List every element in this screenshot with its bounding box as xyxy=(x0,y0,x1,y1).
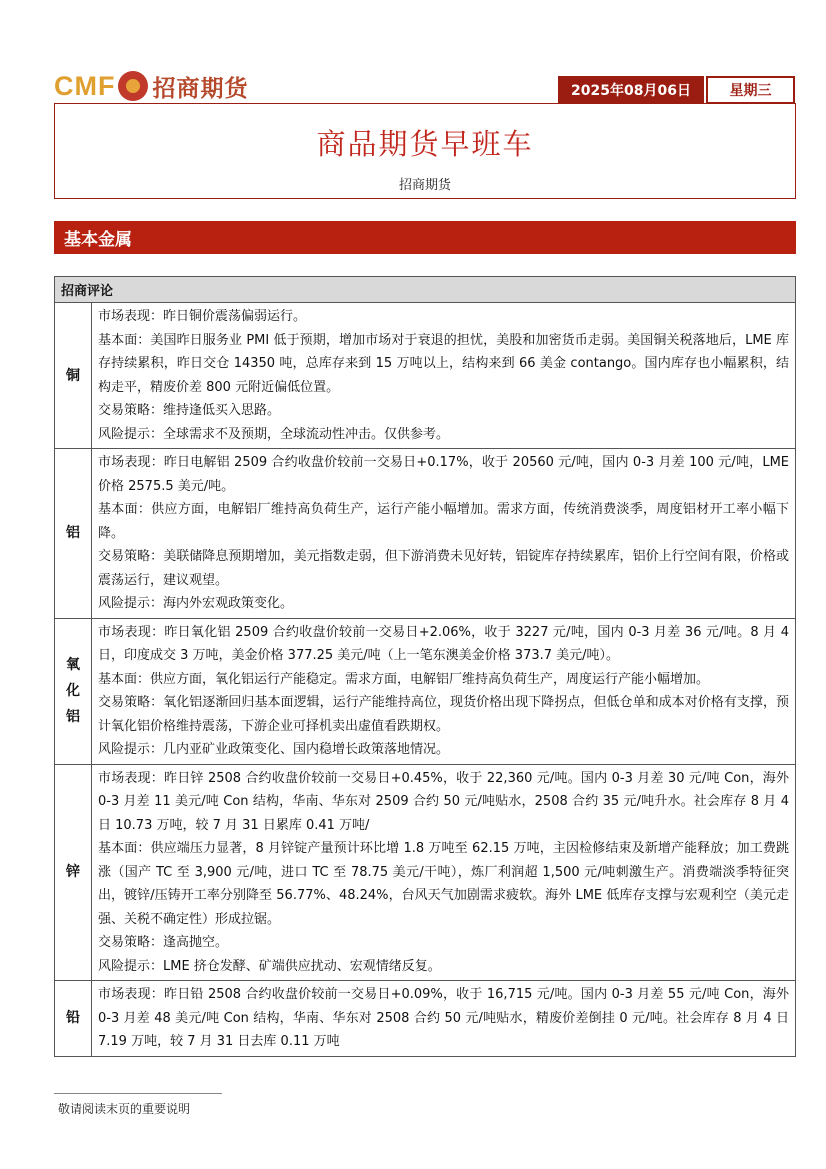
footer-note: 敬请阅读末页的重要说明 xyxy=(58,1102,191,1116)
comment-line: 基本面：供应端压力显著，8 月锌锭产量预计环比增 1.8 万吨至 62.15 万吨，主因检修结束及新增产能释放；加工费跳涨（国产 TC 至 3,900 元/吨，进口 TC 至 78.75 美元/干吨），炼厂利润超 1,500 元/吨刺激生产。消费端淡季特征突出，镀锌/压铸开工率分别降至 56.77%、48.24%，台风天气加剧需求疲软。海外 LME 低库存支撑与宏观利空（美元走强、关税不确定性）形成拉锯。 xyxy=(98,841,789,927)
section-title: 基本金属 xyxy=(54,221,796,254)
metal-label-vertical: 氧化铝 xyxy=(66,657,80,725)
metal-label: 铝 xyxy=(55,449,92,619)
table-header-row xyxy=(55,277,796,303)
comment-line: 风险提示：LME 挤仓发酵、矿端供应扰动、宏观情绪反复。 xyxy=(98,958,441,974)
table-header: 招商评论 xyxy=(55,277,796,303)
table-row-zinc xyxy=(55,764,796,981)
company-logo xyxy=(54,68,248,104)
table-row-lead xyxy=(55,981,796,1057)
logo-emblem-icon xyxy=(118,71,148,101)
comment-line: 基本面：美国昨日服务业 PMI 低于预期，增加市场对于衰退的担忧，美股和加密货币走弱。美国铜关税落地后，LME 库存持续累积，昨日交仓 14350 吨，总库存来到 15 万吨以上，结构来到 66 美金 contango。国内库存也小幅累积，结构走平，精废价差 800 元附近偏低位置。 xyxy=(98,332,789,395)
metal-comment xyxy=(92,303,796,449)
metal-comment xyxy=(92,981,796,1057)
date-badge xyxy=(558,76,704,104)
logo-cmf-text: CMF xyxy=(54,70,116,101)
comment-line: 市场表现：昨日铜价震荡偏弱运行。 xyxy=(98,309,307,324)
comment-line: 交易策略：美联储降息预期增加，美元指数走弱，但下游消费未见好转，铝锭库存持续累库，铝价上行空间有限，价格或震荡运行，建议观望。 xyxy=(98,549,789,588)
comment-line: 市场表现：昨日锌 2508 合约收盘价较前一交易日+0.45%，收于 22,360 元/吨。国内 0-3 月差 30 元/吨 Con，海外 0-3 月差 11 美元/吨 Con 结构，华南、华东对 2509 合约 50 元/吨贴水，2508 合约 35 元/吨升水。社会库存 8 月 4 日 10.73 万吨，较 7 月 31 日累库 0.41 万吨/ xyxy=(98,770,789,833)
footer-divider xyxy=(54,1093,222,1094)
table-row-alumina xyxy=(55,618,796,764)
comment-line: 风险提示：海内外宏观政策变化。 xyxy=(98,596,294,611)
comment-line: 市场表现：昨日铅 2508 合约收盘价较前一交易日+0.09%，收于 16,715 元/吨。国内 0-3 月差 55 元/吨 Con，海外 0-3 月差 48 美元/吨 Con 结构，华南、华东对 2508 合约 50 元/吨贴水，精废价差倒挂 0 元/吨。社会库存 8 月 4 日 7.19 万吨，较 7 月 31 日去库 0.11 万吨 xyxy=(98,987,789,1049)
metal-label: 铜 xyxy=(55,303,92,449)
metal-label: 锌 xyxy=(55,764,92,981)
comment-line: 交易策略：逢高抛空。 xyxy=(98,935,229,950)
page-title: 商品期货早班车 xyxy=(316,127,534,161)
metal-label xyxy=(55,618,92,764)
table-row-aluminum xyxy=(55,449,796,619)
logo-company-name: 招商期货 xyxy=(152,75,249,102)
title-box xyxy=(54,103,796,199)
comment-line: 市场表现：昨日电解铝 2509 合约收盘价较前一交易日+0.17%，收于 20560 元/吨，国内 0-3 月差 100 元/吨，LME 价格 2575.5 美元/吨。 xyxy=(98,455,789,494)
comment-line: 风险提示：全球需求不及预期，全球流动性冲击。仅供参考。 xyxy=(98,426,450,442)
comment-line: 市场表现：昨日氧化铝 2509 合约收盘价较前一交易日+2.06%，收于 3227 元/吨，国内 0-3 月差 36 元/吨。8 月 4 日，印度成交 3 万吨，美金价格 377.25 美元/吨（上一笔东澳美金价格 373.7 美元/吨）。 xyxy=(98,624,789,663)
report-date: 2025年08月06日 xyxy=(560,78,702,102)
comment-line: 基本面：供应方面，电解铝厂维持高负荷生产，运行产能小幅增加。需求方面，传统消费淡季，周度铝材开工率小幅下降。 xyxy=(98,502,789,541)
metal-comment xyxy=(92,764,796,981)
metal-comment xyxy=(92,449,796,619)
weekday-badge: 星期三 xyxy=(706,76,795,104)
metal-label: 铅 xyxy=(55,981,92,1057)
metal-comment xyxy=(92,618,796,764)
comments-table xyxy=(54,276,796,1057)
page-subtitle: 招商期货 xyxy=(398,178,451,193)
comment-line: 基本面：供应方面，氧化铝运行产能稳定。需求方面，电解铝厂维持高负荷生产，周度运行产能小幅增加。 xyxy=(98,671,710,687)
comment-line: 风险提示：几内亚矿业政策变化、国内稳增长政策落地情况。 xyxy=(98,742,450,757)
comment-line: 交易策略：维持逢低买入思路。 xyxy=(98,403,281,418)
comment-line: 交易策略：氧化铝逐渐回归基本面逻辑，运行产能维持高位，现货价格出现下降拐点，但低仓单和成本对价格有支撑，预计氧化铝价格维持震荡，下游企业可择机卖出虚值看跌期权。 xyxy=(98,695,789,734)
table-row-copper xyxy=(55,303,796,449)
